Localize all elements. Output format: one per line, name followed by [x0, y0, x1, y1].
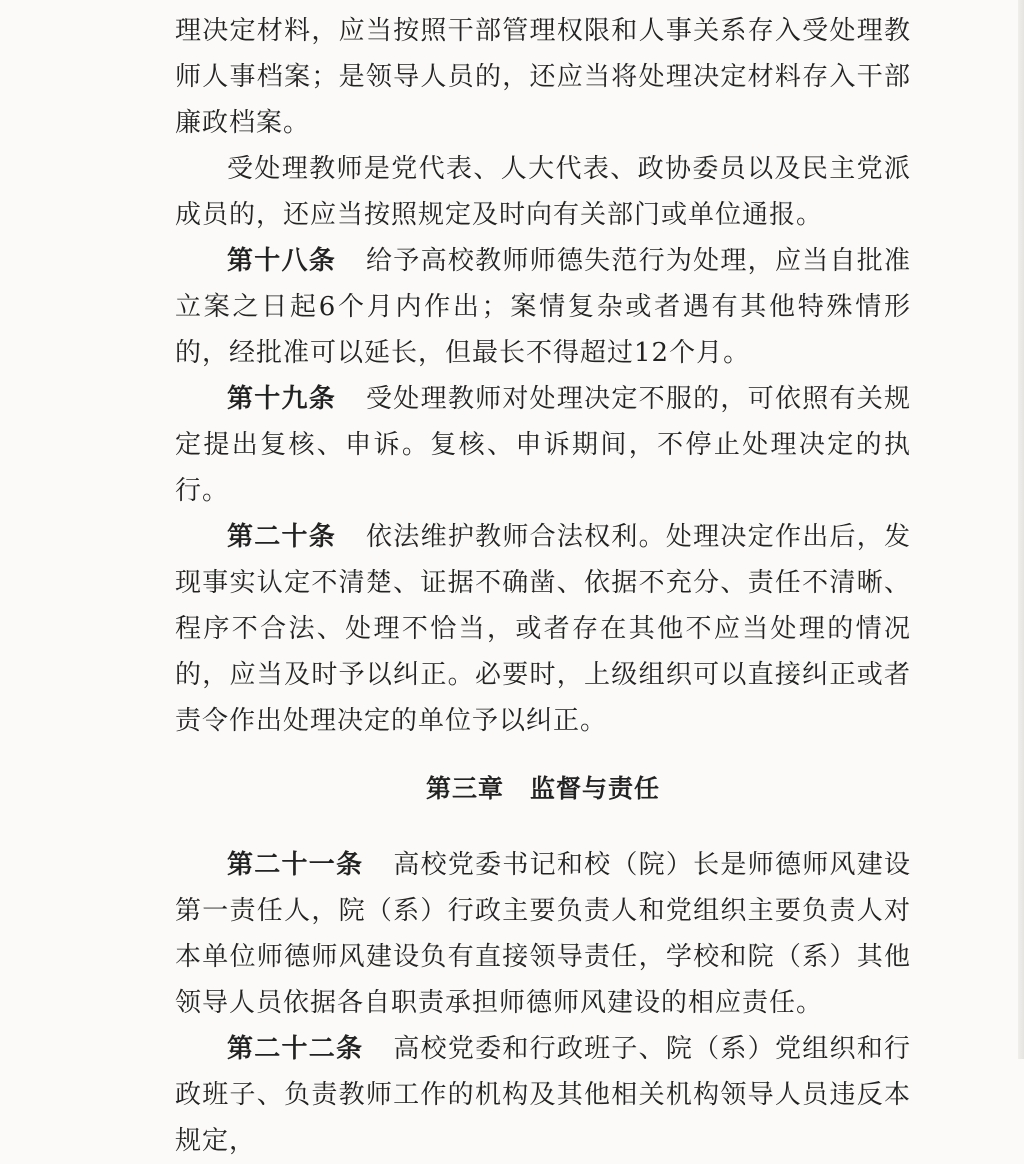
article-label: 第二十二条 [227, 1034, 364, 1064]
article-text: 依法维护教师合法权利。处理决定作出后，发现事实认定不清楚、证据不确凿、依据不充分、责任不清晰、程序不合法、处理不恰当，或者存在其他不应当处理的情况的，应当及时予以纠正。必要时，上级组织可以直接纠正或者责令作出处理决定的单位予以纠正。 [175, 522, 911, 736]
article-19 [175, 376, 911, 514]
article-label: 第二十条 [227, 522, 337, 552]
article-21 [175, 842, 911, 1026]
article-18 [175, 238, 911, 376]
paragraph-text: 受处理教师是党代表、人大代表、政协委员以及民主党派成员的，还应当按照规定及时向有关部门或单位通报。 [175, 154, 911, 230]
article-text: 高校党委和行政班子、院（系）党组织和行政班子、负责教师工作的机构及其他相关机构领导人员违反本规定， [175, 1034, 911, 1156]
article-label: 第二十一条 [227, 850, 364, 880]
paragraph-text: 理决定材料，应当按照干部管理权限和人事关系存入受处理教师人事档案；是领导人员的，还应当将处理决定材料存入干部廉政档案。 [175, 16, 911, 138]
paragraph-archive [175, 8, 911, 146]
paragraph-notification [175, 146, 911, 238]
article-22 [175, 1026, 911, 1164]
article-label: 第十八条 [227, 246, 337, 276]
article-label: 第十九条 [227, 384, 337, 414]
scan-page-edge [1018, 0, 1024, 1059]
article-text: 高校党委书记和校（院）长是师德师风建设第一责任人，院（系）行政主要负责人和党组织主要负责人对本单位师德师风建设负有直接领导责任，学校和院（系）其他领导人员依据各自职责承担师德师风建设的相应责任。 [175, 850, 911, 1018]
article-text: 给予高校教师师德失范行为处理，应当自批准立案之日起6个月内作出；案情复杂或者遇有其他特殊情形的，经批准可以延长，但最长不得超过12个月。 [175, 246, 911, 368]
article-text: 受处理教师对处理决定不服的，可依照有关规定提出复核、申诉。复核、申诉期间，不停止处理决定的执行。 [175, 384, 911, 506]
article-20 [175, 514, 911, 744]
chapter-heading [175, 766, 911, 812]
chapter-number: 第三章 [425, 774, 504, 803]
document-page [175, 8, 911, 1164]
chapter-title: 监督与责任 [530, 774, 661, 803]
